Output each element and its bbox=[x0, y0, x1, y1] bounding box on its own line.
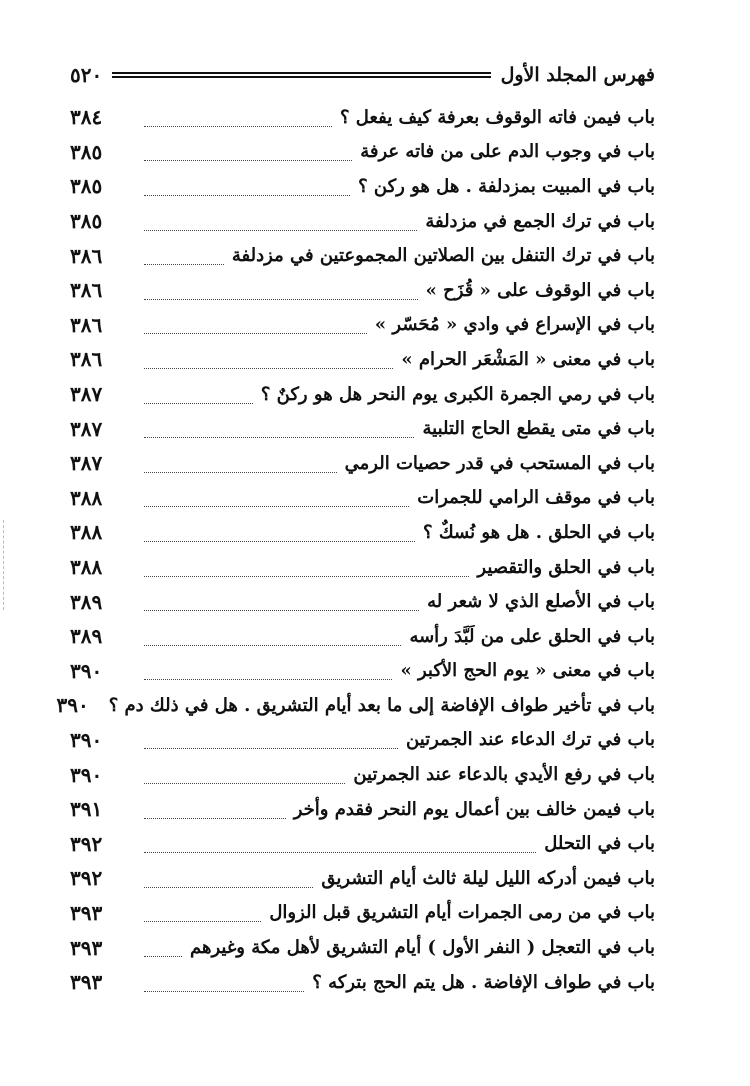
dot-leader bbox=[144, 293, 418, 300]
entry-page-number: ٣٨٨ bbox=[70, 485, 103, 510]
entry-title: باب في تأخير طواف الإفاضة إلى ما بعد أيام التشريق . هل في ذلك دم ؟ bbox=[108, 694, 655, 716]
dot-leader bbox=[144, 950, 182, 957]
dot-leader bbox=[144, 639, 401, 646]
entry-title: باب في التحلل bbox=[544, 833, 655, 855]
dot-leader bbox=[144, 812, 286, 819]
entry-page-number: ٣٨٦ bbox=[70, 347, 103, 372]
index-entry bbox=[70, 965, 655, 1000]
entry-page-number: ٣٩٠ bbox=[70, 762, 103, 787]
dot-leader bbox=[144, 500, 409, 507]
entry-page-number: ٣٨٤ bbox=[70, 105, 103, 130]
dot-leader bbox=[144, 846, 536, 853]
entry-title: باب في موقف الرامي للجمرات bbox=[417, 487, 655, 509]
index-entry bbox=[70, 308, 655, 343]
index-entry bbox=[70, 757, 655, 792]
entry-page-number: ٣٨٧ bbox=[70, 416, 103, 441]
index-entry bbox=[70, 515, 655, 550]
index-entry bbox=[70, 930, 655, 965]
entry-title: باب في الوقوف على « قُزَح » bbox=[425, 279, 655, 301]
entry-title: باب فيمن خالف بين أعمال يوم النحر فقدم وأخر bbox=[293, 798, 655, 820]
dot-leader bbox=[144, 604, 419, 611]
index-entry bbox=[70, 204, 655, 239]
index-entry bbox=[56, 688, 655, 723]
dot-leader bbox=[144, 224, 417, 231]
entry-page-number: ٣٨٦ bbox=[70, 243, 103, 268]
dot-leader bbox=[144, 535, 415, 542]
dot-leader bbox=[144, 120, 332, 127]
entry-page-number: ٣٩٢ bbox=[70, 831, 103, 856]
index-entry bbox=[70, 273, 655, 308]
dot-leader bbox=[144, 154, 352, 161]
entry-title: باب في ترك الدعاء عند الجمرتين bbox=[406, 729, 655, 751]
dot-leader bbox=[144, 362, 393, 369]
entry-page-number: ٣٩٠ bbox=[70, 727, 103, 752]
dot-leader bbox=[144, 985, 304, 992]
entry-page-number: ٣٩٢ bbox=[70, 866, 103, 891]
dot-leader bbox=[144, 673, 392, 680]
margin-mark bbox=[3, 520, 5, 610]
entry-title: باب في المستحب في قدر حصيات الرمي bbox=[344, 452, 655, 474]
entry-page-number: ٣٩٣ bbox=[70, 970, 103, 995]
entry-title: باب في الإسراع في وادي « مُحَسّر » bbox=[374, 314, 655, 336]
entry-title: باب في رمي الجمرة الكبرى يوم النحر هل هو ركنٌ ؟ bbox=[260, 383, 655, 405]
entry-title: باب في ترك الجمع في مزدلفة bbox=[425, 210, 655, 232]
entry-page-number: ٣٨٨ bbox=[70, 520, 103, 545]
entry-page-number: ٣٩١ bbox=[70, 797, 103, 822]
page-number: ٥٢٠ bbox=[70, 63, 103, 87]
dot-leader bbox=[144, 570, 469, 577]
page-header bbox=[70, 55, 655, 95]
entry-title: باب في من رمى الجمرات أيام التشريق قبل الزوال bbox=[269, 902, 655, 924]
entry-title: باب في ترك التنفل بين الصلاتين المجموعتين في مزدلفة bbox=[231, 245, 655, 267]
entry-page-number: ٣٨٧ bbox=[70, 451, 103, 476]
index-entry bbox=[70, 896, 655, 931]
entry-title: باب في رفع الأيدي بالدعاء عند الجمرتين bbox=[353, 764, 655, 786]
entry-page-number: ٣٩٣ bbox=[70, 900, 103, 925]
dot-leader bbox=[144, 742, 398, 749]
index-entry bbox=[70, 481, 655, 516]
index-entry bbox=[70, 100, 655, 135]
entry-page-number: ٣٨٥ bbox=[70, 139, 103, 164]
index-entry bbox=[70, 411, 655, 446]
header-double-rule bbox=[112, 72, 490, 78]
index-entry bbox=[70, 238, 655, 273]
entry-page-number: ٣٨٥ bbox=[70, 209, 103, 234]
dot-leader bbox=[144, 777, 345, 784]
entry-title: باب فيمن أدركه الليل ليلة ثالث أيام التشريق bbox=[321, 867, 655, 889]
dot-leader bbox=[144, 915, 261, 922]
entry-title: باب في التعجل ( النفر الأول ) أيام التشريق لأهل مكة وغيرهم bbox=[190, 937, 655, 959]
index-entry bbox=[70, 169, 655, 204]
entry-page-number: ٣٩٣ bbox=[70, 935, 103, 960]
index-entry bbox=[70, 446, 655, 481]
index-entry bbox=[70, 654, 655, 689]
index-entry bbox=[70, 792, 655, 827]
index-entry bbox=[70, 826, 655, 861]
entry-page-number: ٣٨٩ bbox=[70, 624, 103, 649]
dot-leader bbox=[144, 258, 224, 265]
index-entry bbox=[70, 135, 655, 170]
entry-title: باب في معنى « المَشْعَر الحرام » bbox=[401, 348, 655, 370]
entry-title: باب في وجوب الدم على من فاته عرفة bbox=[360, 141, 655, 163]
dot-leader bbox=[144, 881, 313, 888]
index-list bbox=[56, 100, 655, 999]
dot-leader bbox=[144, 431, 414, 438]
index-entry bbox=[70, 342, 655, 377]
entry-page-number: ٣٩٠ bbox=[56, 693, 89, 718]
entry-title: باب في المبيت بمزدلفة . هل هو ركن ؟ bbox=[358, 175, 655, 197]
index-entry bbox=[70, 377, 655, 412]
index-entry bbox=[70, 619, 655, 654]
entry-page-number: ٣٨٥ bbox=[70, 174, 103, 199]
index-entry bbox=[70, 723, 655, 758]
dot-leader bbox=[144, 397, 253, 404]
entry-title: باب في الحلق والتقصير bbox=[477, 556, 655, 578]
index-entry bbox=[70, 861, 655, 896]
entry-title: باب فيمن فاته الوقوف بعرفة كيف يفعل ؟ bbox=[339, 106, 655, 128]
entry-page-number: ٣٨٩ bbox=[70, 589, 103, 614]
index-entry bbox=[70, 550, 655, 585]
dot-leader bbox=[144, 189, 350, 196]
running-title: فهرس المجلد الأول bbox=[500, 64, 655, 86]
dot-leader bbox=[144, 466, 337, 473]
dot-leader bbox=[144, 327, 367, 334]
entry-title: باب في متى يقطع الحاج التلبية bbox=[422, 418, 655, 440]
entry-page-number: ٣٩٠ bbox=[70, 658, 103, 683]
entry-page-number: ٣٨٨ bbox=[70, 555, 103, 580]
entry-title: باب في الأصلع الذي لا شعر له bbox=[427, 591, 655, 613]
entry-page-number: ٣٨٧ bbox=[70, 382, 103, 407]
entry-page-number: ٣٨٦ bbox=[70, 312, 103, 337]
entry-page-number: ٣٨٦ bbox=[70, 278, 103, 303]
entry-title: باب في الحلق . هل هو نُسكٌ ؟ bbox=[423, 521, 655, 543]
entry-title: باب في الحلق على من لَبَّدَ رأسه bbox=[409, 625, 655, 647]
entry-title: باب في طواف الإفاضة . هل يتم الحج بتركه ؟ bbox=[312, 971, 655, 993]
index-entry bbox=[70, 584, 655, 619]
entry-title: باب في معنى « يوم الحج الأكبر » bbox=[400, 660, 655, 682]
